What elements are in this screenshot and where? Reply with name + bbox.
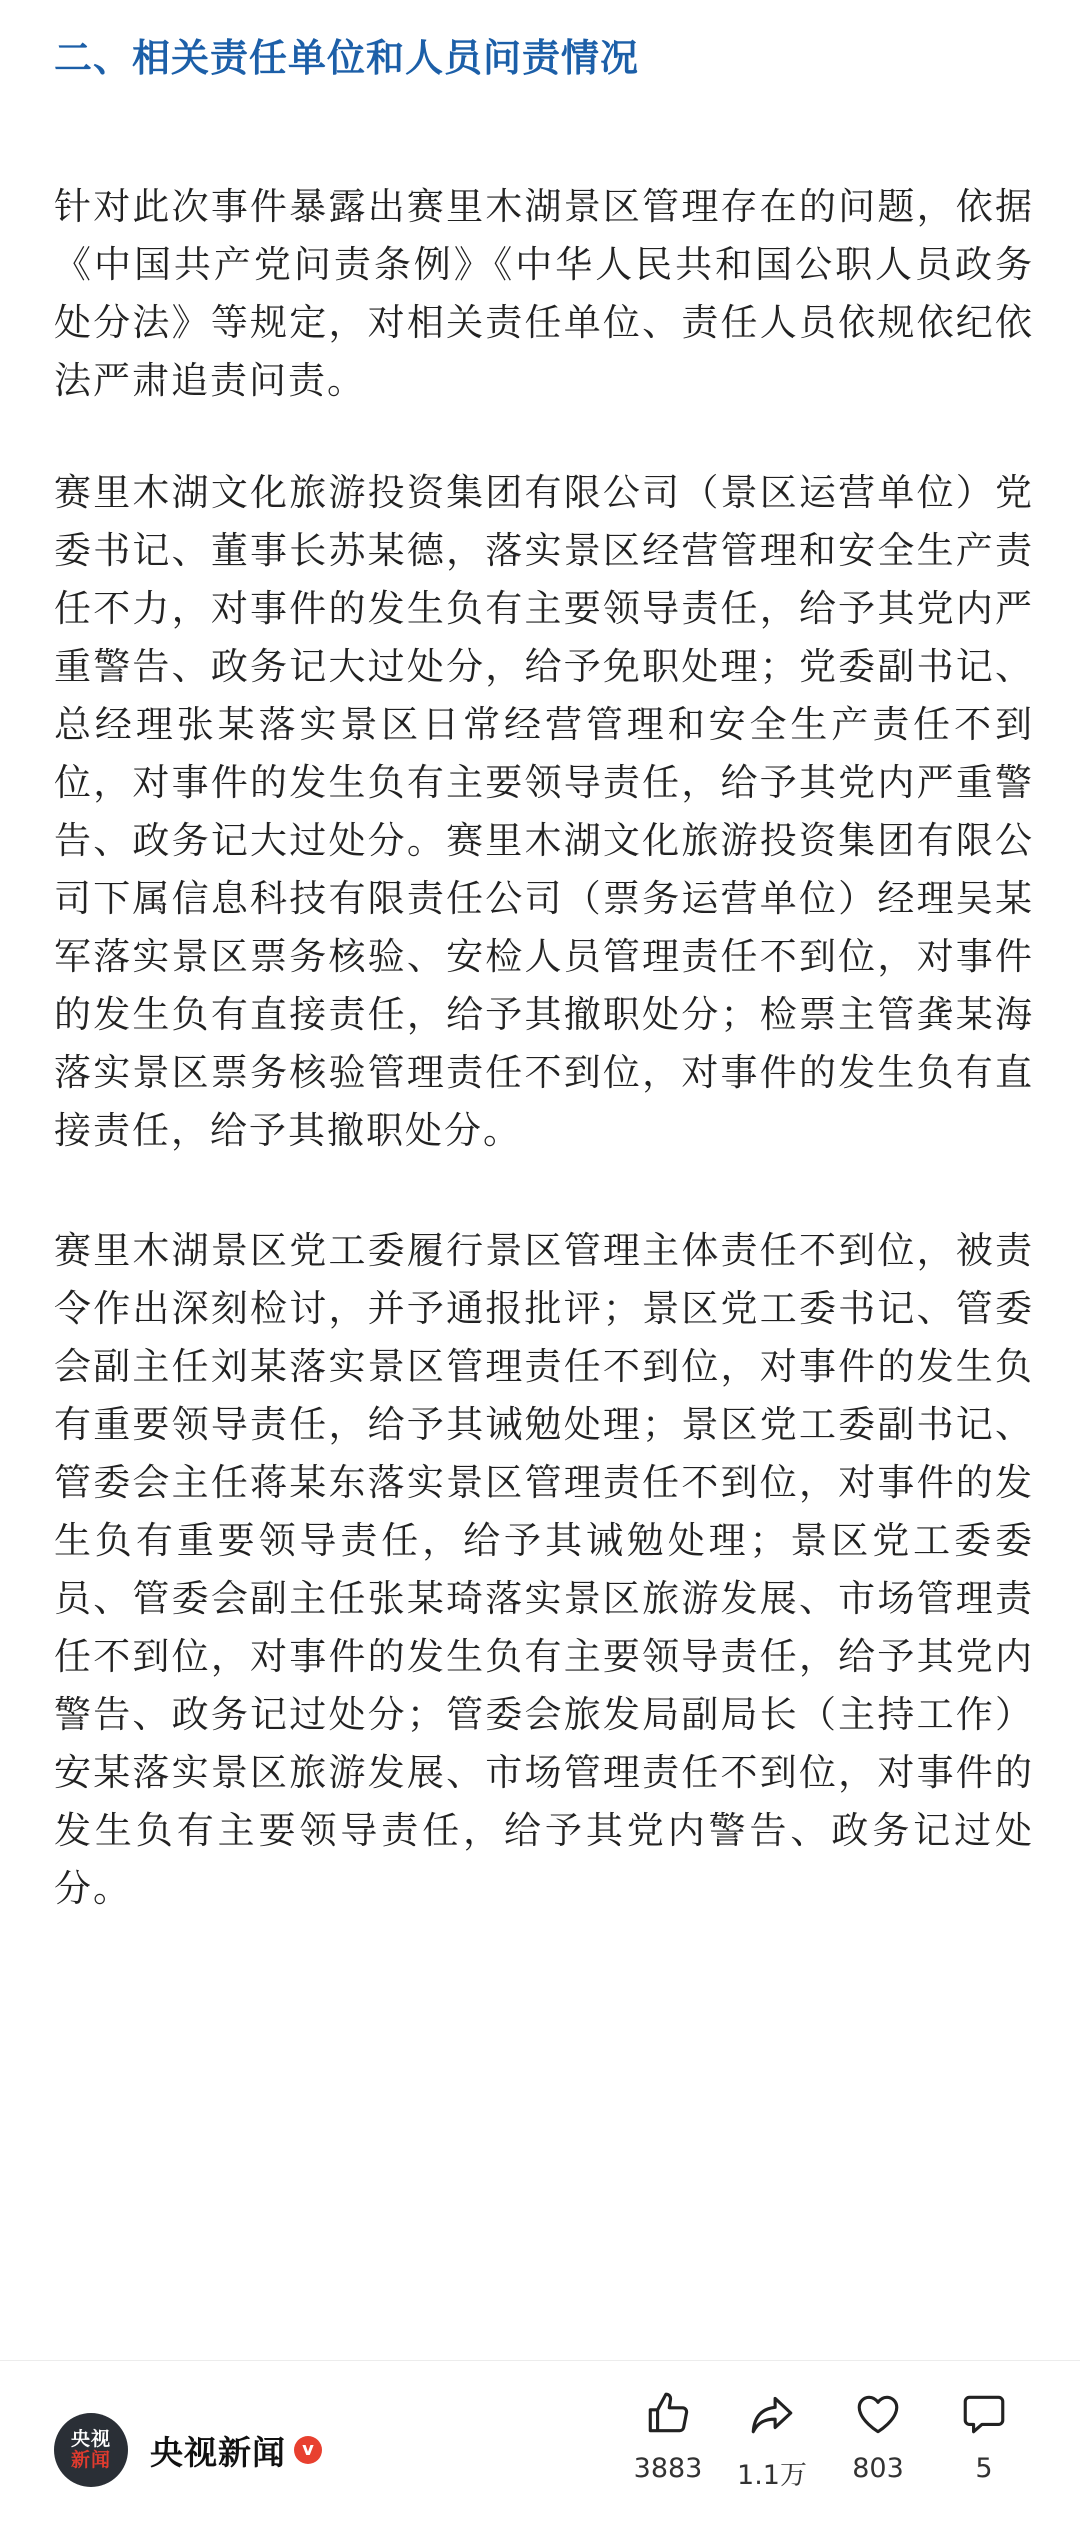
section-heading: 二、相关责任单位和人员问责情况 bbox=[54, 36, 640, 80]
paragraph-scenic-area-accountability: 赛里木湖景区党工委履行景区管理主体责任不到位，被责令作出深刻检讨，并予通报批评；景区党工委书记、管委会副主任刘某落实景区管理责任不到位，对事件的发生负有重要领导责任，给予其诫勉处理；景区党工委副书记、管委会主任蒋某东落实景区管理责任不到位，对事件的发生负有重要领导责任，给予其诫勉处理；景区党工委委员、管委会副主任张某琦落实景区旅游发展、市场管理责任不到位，对事件的发生负有主要领导责任，给予其党内警告、政务记过处分；管委会旅发局副局长（主持工作）安某落实景区旅游发展、市场管理责任不到位，对事件的发生负有主要领导责任，给予其党内警告、政务记过处分。 bbox=[54, 1229, 1034, 1910]
like-count: 3883 bbox=[633, 2453, 703, 2484]
comment-icon bbox=[959, 2389, 1009, 2439]
comment-count: 5 bbox=[975, 2453, 993, 2484]
favorite-count: 803 bbox=[852, 2453, 904, 2484]
bottom-action-bar bbox=[0, 2360, 1080, 2541]
thumbs-up-icon bbox=[643, 2389, 693, 2439]
share-button[interactable] bbox=[712, 2389, 832, 2492]
author-info[interactable] bbox=[54, 2413, 322, 2487]
comment-button[interactable] bbox=[924, 2389, 1044, 2484]
author-name[interactable]: 央视新闻 bbox=[150, 2432, 286, 2472]
heart-icon bbox=[853, 2389, 903, 2439]
paragraph-company-accountability: 赛里木湖文化旅游投资集团有限公司（景区运营单位）党委书记、董事长苏某德，落实景区经营管理和安全生产责任不力，对事件的发生负有主要领导责任，给予其党内严重警告、政务记大过处分，给予免职处理；党委副书记、总经理张某落实景区日常经营管理和安全生产责任不到位，对事件的发生负有主要领导责任，给予其党内严重警告、政务记大过处分。赛里木湖文化旅游投资集团有限公司下属信息科技有限责任公司（票务运营单位）经理吴某军落实景区票务核验、安检人员管理责任不到位，对事件的发生负有直接责任，给予其撤职处分；检票主管龚某海落实景区票务核验管理责任不到位，对事件的发生负有直接责任，给予其撤职处分。 bbox=[54, 471, 1034, 1152]
favorite-button[interactable] bbox=[818, 2389, 938, 2484]
share-count: 1.1万 bbox=[737, 2460, 807, 2491]
verified-badge-icon: v bbox=[294, 2436, 322, 2464]
share-icon bbox=[747, 2389, 797, 2439]
like-button[interactable] bbox=[608, 2389, 728, 2484]
avatar[interactable] bbox=[54, 2413, 128, 2487]
avatar-text-top: 央视 bbox=[70, 2428, 111, 2450]
article-body bbox=[54, 0, 1034, 1918]
avatar-text-bottom: 新闻 bbox=[70, 2449, 111, 2471]
paragraph-intro: 针对此次事件暴露出赛里木湖景区管理存在的问题，依据《中国共产党问责条例》《中华人民共和国公职人员政务处分法》等规定，对相关责任单位、责任人员依规依纪依法严肃追责问责。 bbox=[54, 185, 1034, 402]
